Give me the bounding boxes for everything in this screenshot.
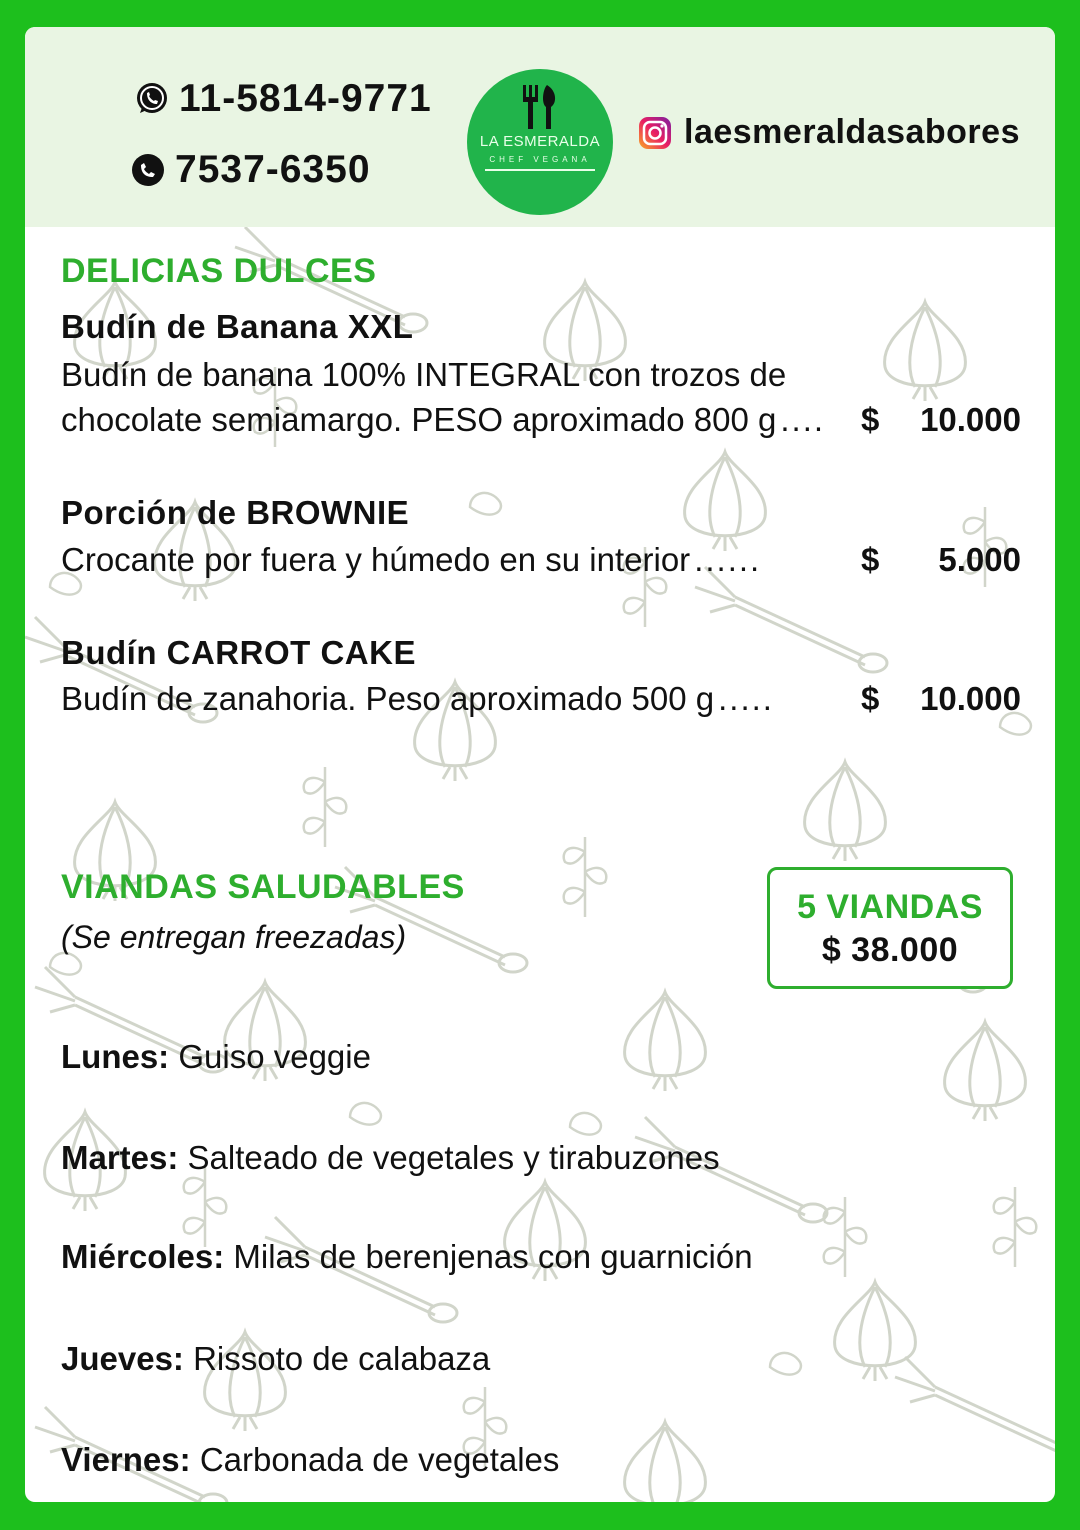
whatsapp-number: 11-5814-9771 [179, 77, 432, 120]
price-currency: $ [861, 401, 880, 438]
weekday-dish: Guiso veggie [178, 1038, 371, 1075]
menu-card [25, 27, 1055, 1502]
weekday-label: Martes: [61, 1139, 179, 1176]
weekday-entry [61, 1038, 371, 1076]
weekday-label: Viernes: [61, 1441, 191, 1478]
promo-box [767, 867, 1013, 989]
price-amount: 10.000 [920, 401, 1021, 438]
logo-subtitle: CHEF VEGANA [489, 155, 591, 164]
price-currency: $ [861, 541, 880, 578]
promo-price: $ 38.000 [821, 931, 959, 969]
weekday-label: Jueves: [61, 1340, 184, 1377]
weekday-label: Miércoles: [61, 1238, 225, 1275]
item-price [861, 541, 1021, 579]
item-price-line [61, 401, 1021, 439]
price-amount: 10.000 [920, 680, 1021, 717]
price-amount: 5.000 [938, 541, 1021, 578]
item-description: Crocante por fuera y húmedo en su interior [61, 541, 691, 578]
weekday-entry [61, 1238, 753, 1276]
leader-dots: .... [780, 401, 826, 438]
promo-quantity: 5 VIANDAS [797, 888, 983, 926]
logo-name: LA ESMERALDA [479, 133, 601, 150]
item-title: Budín de Banana XXL [61, 308, 414, 345]
item-price [861, 680, 1021, 718]
item-description: Budín de banana 100% INTEGRAL con trozos de [61, 356, 787, 393]
weekday-dish: Rissoto de calabaza [193, 1340, 491, 1377]
item-price-line [61, 541, 1021, 579]
phone-number: 7537-6350 [175, 148, 371, 191]
weekday-entry [61, 1340, 490, 1378]
item-title: Budín CARROT CAKE [61, 634, 416, 671]
item-description: Budín de zanahoria. Peso aproximado 500 g [61, 680, 715, 717]
price-currency: $ [861, 680, 880, 717]
weekday-entry [61, 1139, 720, 1177]
item-title: Porción de BROWNIE [61, 494, 410, 531]
menu-content [25, 27, 1055, 1502]
leader-dots: ..... [718, 680, 774, 717]
viandas-subtitle: (Se entregan freezadas) [61, 919, 407, 955]
weekday-dish: Carbonada de vegetales [199, 1441, 560, 1478]
weekday-entry [61, 1441, 559, 1479]
section-title-sweets: DELICIAS DULCES [61, 252, 377, 290]
item-description: chocolate semiamargo. PESO aproximado 800 g [61, 401, 777, 438]
weekday-dish: Milas de berenjenas con guarnición [233, 1238, 753, 1275]
weekday-label: Lunes: [61, 1038, 170, 1075]
item-description-line [61, 356, 1021, 394]
instagram-handle: laesmeraldasabores [684, 113, 1020, 151]
leader-dots: ...... [694, 541, 762, 578]
weekday-dish: Salteado de vegetales y tirabuzones [187, 1139, 720, 1176]
item-price [861, 401, 1021, 439]
section-title-viandas: VIANDAS SALUDABLES [61, 868, 465, 906]
item-price-line [61, 680, 1021, 718]
